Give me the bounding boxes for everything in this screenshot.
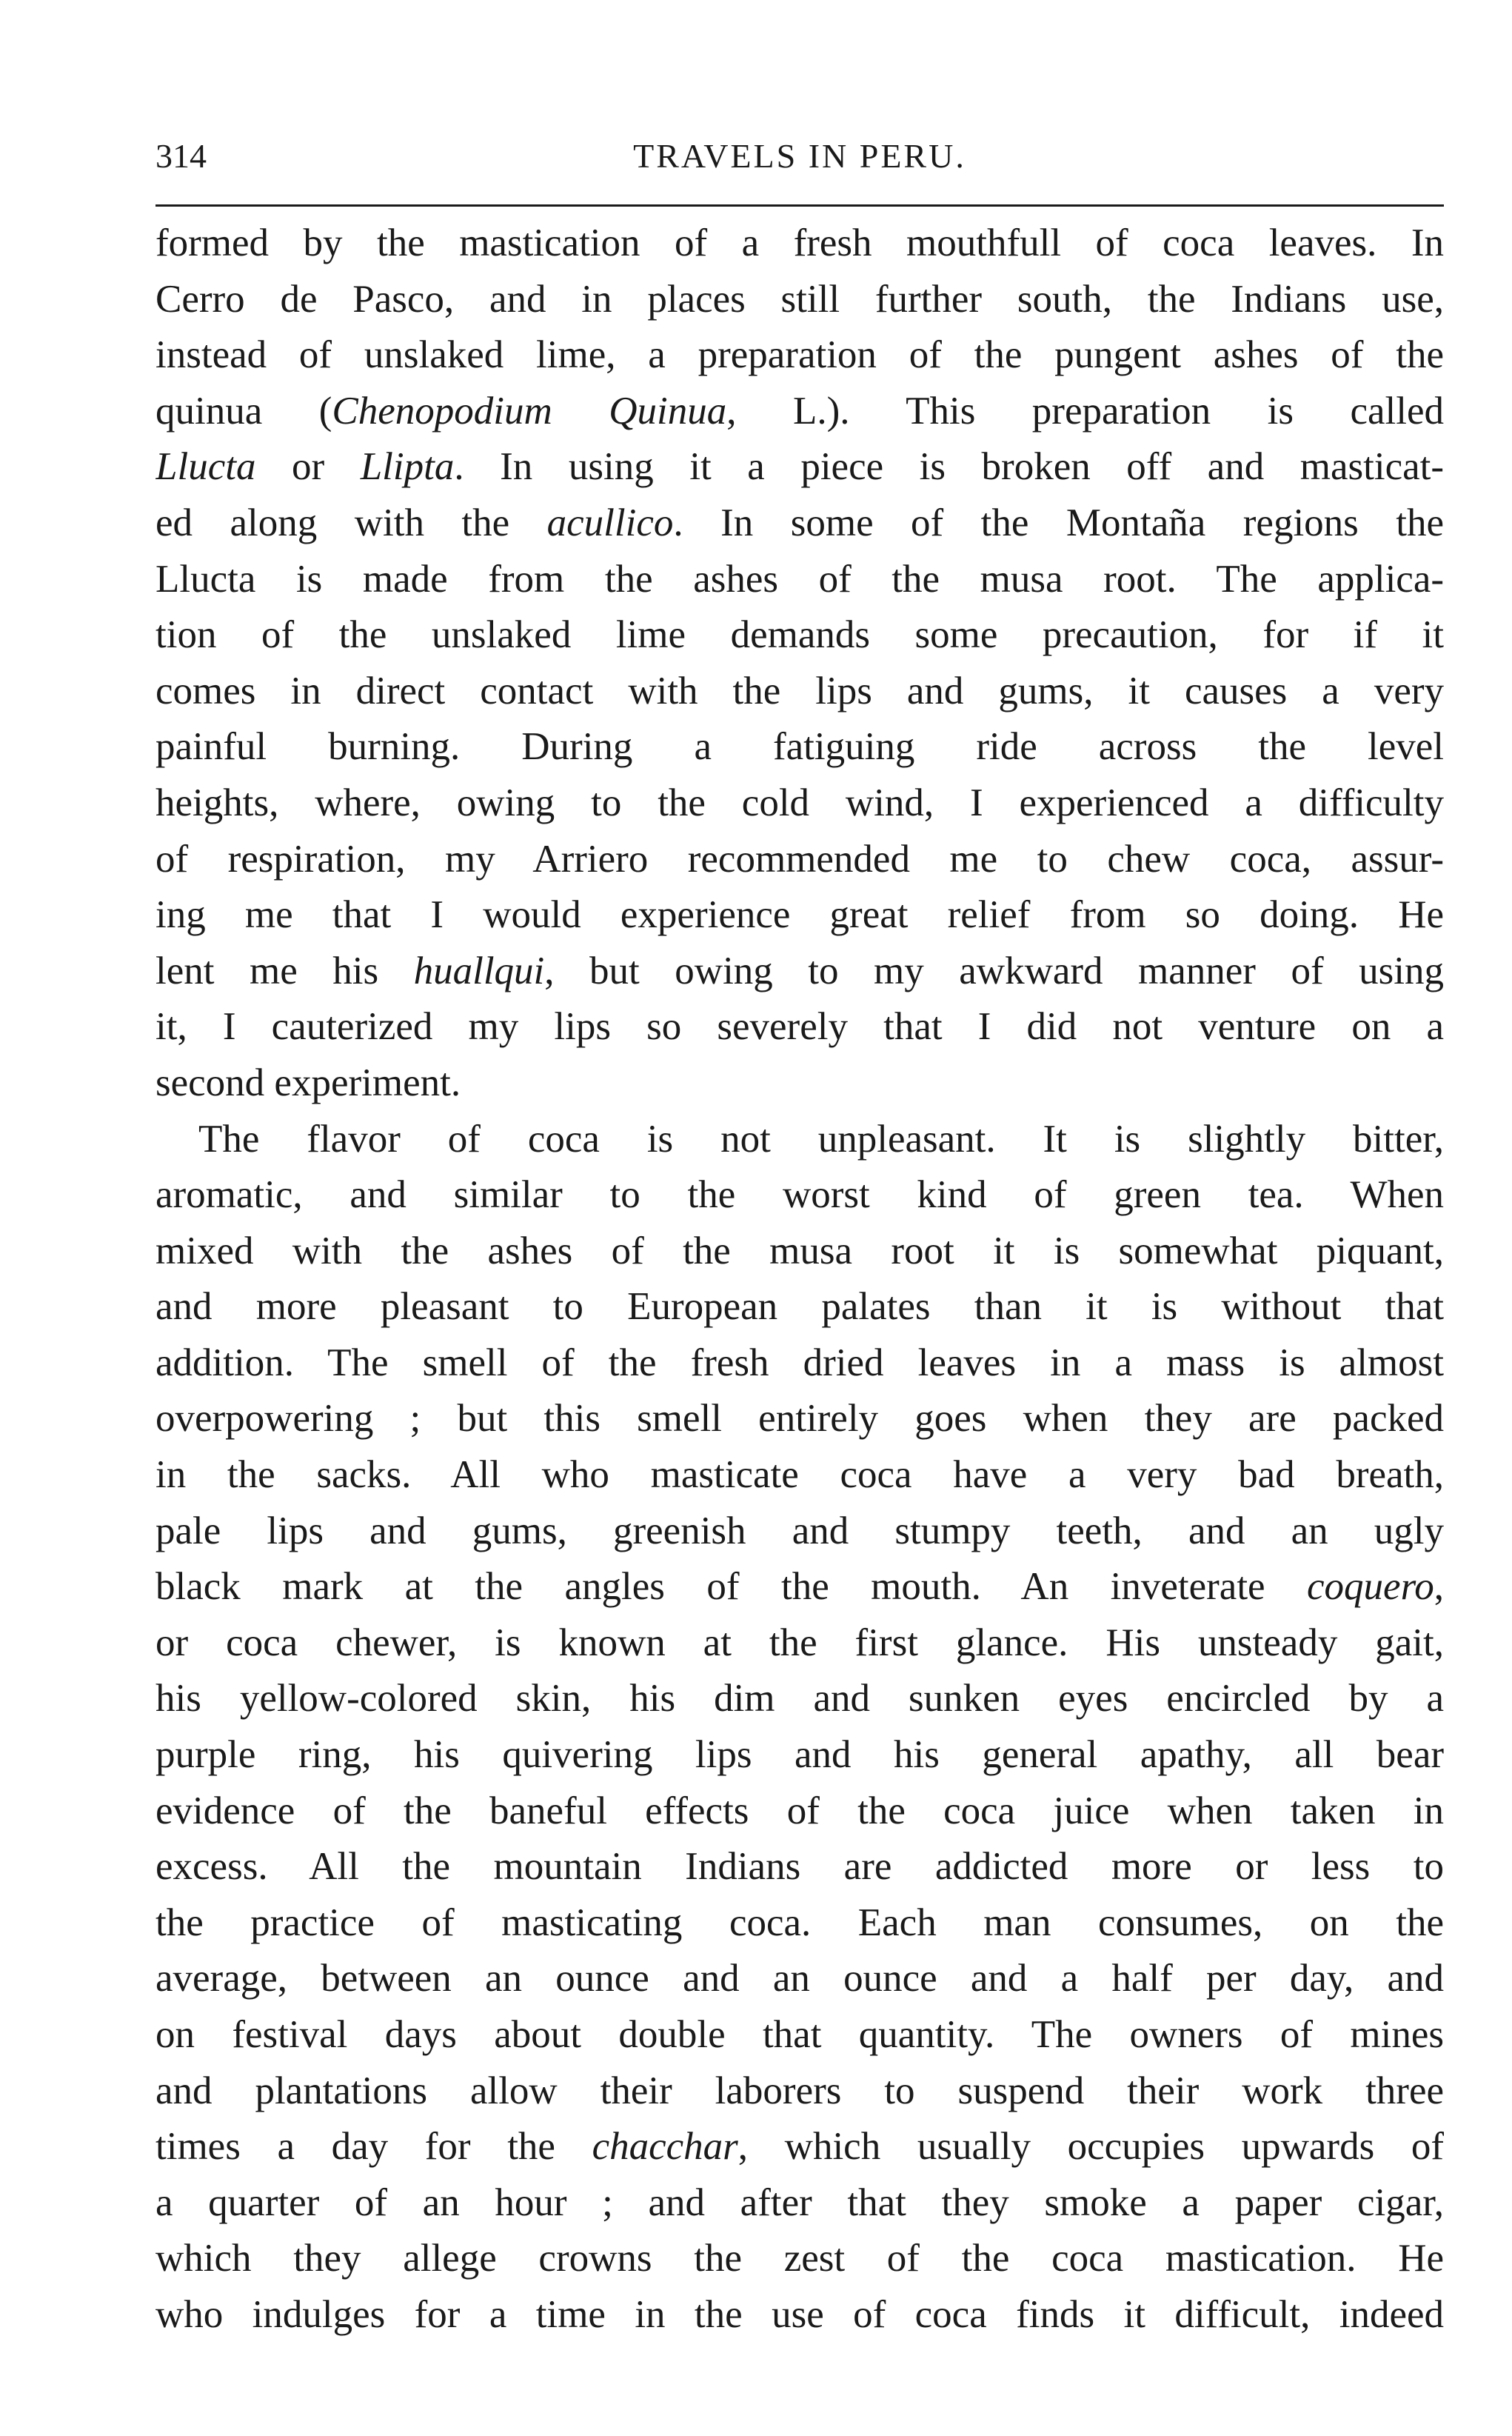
text-line: [155, 1727, 1444, 1783]
text-run: Llucta is made from the ashes of the musa root. The applica-: [155, 557, 1444, 601]
text-run: . In some of the Montaña regions the: [673, 501, 1444, 544]
text-run: ing me that I would experience great relief from so doing. He: [155, 893, 1444, 937]
text-line: [155, 999, 1444, 1055]
text-line: [155, 1112, 1444, 1168]
book-page: [155, 130, 1444, 2343]
header-rule: [155, 204, 1444, 207]
text-line: [155, 1055, 1444, 1112]
text-line: [155, 2063, 1444, 2120]
italic-term: Llucta: [155, 445, 256, 489]
text-line: [155, 1391, 1444, 1447]
italic-term: Chenopodium Quinua: [332, 389, 727, 433]
text-run: of respiration, my Arriero recommended me to chew coca, assur-: [155, 837, 1444, 881]
text-run: which they allege crowns the zest of the coca mastication. He: [155, 2237, 1444, 2280]
text-line: [155, 495, 1444, 552]
text-run: second experiment.: [155, 1061, 461, 1104]
text-line: [155, 1279, 1444, 1335]
page-header: [155, 130, 1444, 182]
text-run: the practice of masticating coca. Each man consumes, on the: [155, 1901, 1444, 1944]
text-run: black mark at the angles of the mouth. An inveterate: [155, 1565, 1308, 1609]
text-line: [155, 1615, 1444, 1672]
text-line: [155, 384, 1444, 440]
text-run: Cerro de Pasco, and in places still further south, the Indians use,: [155, 277, 1444, 321]
text-run: pale lips and gums, greenish and stumpy teeth, and an ugly: [155, 1509, 1444, 1552]
text-line: [155, 832, 1444, 888]
text-line: [155, 1783, 1444, 1840]
italic-term: Llipta: [360, 445, 455, 489]
text-line: [155, 1951, 1444, 2007]
text-run: in the sacks. All who masticate coca have a very bad breath,: [155, 1453, 1444, 1497]
text-line: [155, 664, 1444, 720]
text-line: [155, 1671, 1444, 1727]
text-line: [155, 216, 1444, 272]
text-run: . In using it a piece is broken off and masticat-: [454, 445, 1444, 489]
text-line: [155, 2175, 1444, 2232]
text-line: [155, 887, 1444, 944]
text-line: [155, 1447, 1444, 1504]
text-line: [155, 1335, 1444, 1392]
text-line: [155, 2231, 1444, 2287]
text-run: heights, where, owing to the cold wind, I experienced a difficulty: [155, 781, 1444, 824]
text-run: and plantations allow their laborers to suspend their work three: [155, 2069, 1444, 2112]
text-line: [155, 775, 1444, 832]
text-line: [155, 1895, 1444, 1952]
text-line: [155, 1839, 1444, 1895]
italic-term: huallqui: [413, 949, 545, 992]
italic-term: coquero: [1307, 1565, 1434, 1609]
text-run: tion of the unslaked lime demands some precaution, for if it: [155, 613, 1444, 657]
text-run: a quarter of an hour ; and after that they smoke a paper cigar,: [155, 2180, 1444, 2224]
text-run: , which usually occupies upwards of: [737, 2125, 1444, 2169]
body-text: [155, 216, 1444, 2343]
text-line: [155, 552, 1444, 608]
text-run: quinua (: [155, 389, 332, 433]
text-run: evidence of the baneful effects of the coca juice when taken in: [155, 1789, 1444, 1832]
text-run: on festival days about double that quantity. The owners of mines: [155, 2013, 1444, 2056]
text-run: excess. All the mountain Indians are addicted more or less to: [155, 1845, 1444, 1889]
text-line: [155, 1559, 1444, 1615]
text-run: mixed with the ashes of the musa root it is somewhat piquant,: [155, 1229, 1444, 1272]
text-line: [155, 2287, 1444, 2343]
text-line: [155, 1224, 1444, 1280]
text-line: [155, 2007, 1444, 2063]
text-run: and more pleasant to European palates than it is without that: [155, 1285, 1444, 1329]
running-title: TRAVELS IN PERU.: [633, 137, 966, 175]
text-line: [155, 439, 1444, 495]
text-run: who indulges for a time in the use of coca finds it difficult, indeed: [155, 2292, 1444, 2336]
text-line: [155, 1167, 1444, 1224]
text-run: or coca chewer, is known at the first glance. His unsteady gait,: [155, 1621, 1444, 1664]
text-run: The flavor of coca is not unpleasant. It is slightly bitter,: [198, 1117, 1444, 1161]
text-run: lent me his: [155, 949, 414, 992]
text-run: his yellow-colored skin, his dim and sunken eyes encircled by a: [155, 1677, 1444, 1721]
text-run: purple ring, his quivering lips and his general apathy, all bear: [155, 1733, 1444, 1777]
text-run: painful burning. During a fatiguing ride across the level: [155, 725, 1444, 769]
text-line: [155, 2119, 1444, 2175]
text-run: it, I cauterized my lips so severely that I did not venture on a: [155, 1005, 1444, 1049]
text-run: ed along with the: [155, 501, 547, 544]
italic-term: acullico: [546, 501, 674, 544]
text-line: [155, 272, 1444, 328]
text-run: , but owing to my awkward manner of using: [544, 949, 1444, 992]
text-line: [155, 1504, 1444, 1560]
text-run: or: [255, 445, 361, 489]
text-run: instead of unslaked lime, a preparation of the pungent ashes of the: [155, 333, 1444, 377]
text-run: overpowering ; but this smell entirely goes when they are packed: [155, 1397, 1444, 1441]
text-line: [155, 607, 1444, 664]
text-line: [155, 327, 1444, 384]
text-line: [155, 944, 1444, 1000]
italic-term: chacchar: [592, 2125, 738, 2169]
text-run: addition. The smell of the fresh dried leaves in a mass is almost: [155, 1341, 1444, 1384]
text-line: [155, 719, 1444, 775]
text-run: aromatic, and similar to the worst kind of green tea. When: [155, 1173, 1444, 1217]
text-run: ,: [1434, 1565, 1444, 1609]
text-run: formed by the mastication of a fresh mouthfull of coca leaves. In: [155, 221, 1444, 264]
text-run: , L.). This preparation is called: [726, 389, 1444, 433]
text-run: average, between an ounce and an ounce and a half per day, and: [155, 1957, 1444, 2000]
text-run: comes in direct contact with the lips and gums, it causes a very: [155, 669, 1444, 713]
page-number: 314: [155, 137, 207, 175]
text-run: times a day for the: [155, 2125, 592, 2169]
